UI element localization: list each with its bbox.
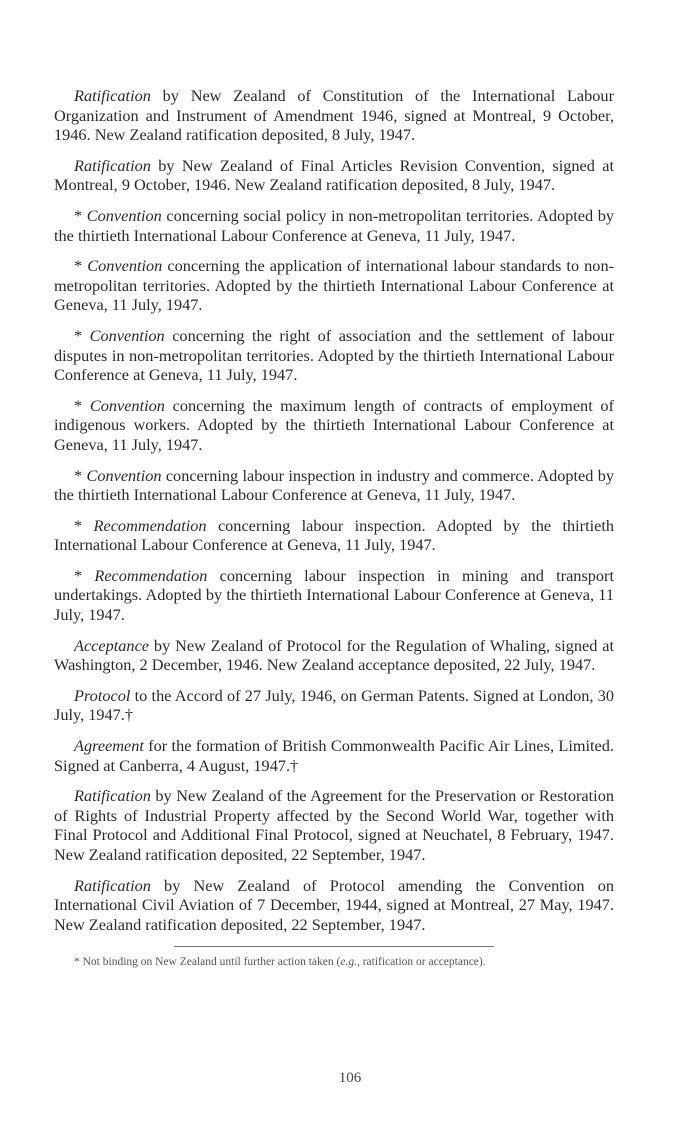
asterisk-marker: *: [74, 205, 87, 225]
entry-lead: Protocol: [74, 685, 131, 705]
entry-7: [54, 466, 614, 505]
entry-1: [54, 86, 614, 145]
entry-2: [54, 156, 614, 195]
entry-6: [54, 396, 614, 455]
footnote: * Not binding on New Zealand until further action taken (e.g., ratification or acceptance).: [74, 956, 486, 969]
asterisk-marker: *: [74, 515, 94, 535]
entry-text: for the formation of British Commonwealth Pacific Air Lines, Limited. Signed at Canberra, 4 August, 1947.†: [54, 736, 614, 775]
entry-10: [54, 636, 614, 675]
entry-lead: Convention: [86, 205, 162, 225]
entry-lead: Convention: [89, 395, 165, 415]
asterisk-marker: *: [74, 395, 90, 415]
entry-12: [54, 736, 614, 775]
entry-lead: Recommendation: [94, 565, 208, 585]
entry-text: by New Zealand of Protocol amending the Convention on International Civil Aviation of 7 December, 1944, signed at Montreal, 27 May, 1947. New Zealand ratification deposited, 22 September, 1947.: [54, 875, 614, 934]
entry-5: [54, 326, 614, 385]
entry-lead: Ratification: [74, 86, 151, 105]
asterisk-marker: *: [74, 256, 88, 276]
entry-text: concerning labour inspection in mining and transport undertakings. Adopted by the thirtieth International Labour Conference at Geneva, 11 July, 1947.: [54, 565, 615, 625]
entry-text: by New Zealand of Protocol for the Regulation of Whaling, signed at Washington, 2 December, 1946. New Zealand acceptance deposited, 22 July, 1947.: [54, 635, 614, 675]
asterisk-marker: *: [74, 565, 95, 585]
entry-text: to the Accord of 27 July, 1946, on German Patents. Signed at London, 30 July, 1947.†: [54, 685, 614, 725]
entry-13: [54, 786, 614, 864]
asterisk-marker: *: [74, 465, 87, 485]
entry-lead: Convention: [87, 256, 163, 276]
entry-14: [54, 876, 614, 935]
entry-lead: Agreement: [74, 736, 144, 756]
entry-lead: Recommendation: [93, 515, 207, 535]
entry-text: concerning social policy in non-metropolitan territories. Adopted by the thirtieth International Labour Conference at Geneva, 11 July, 1947.: [54, 205, 614, 245]
entry-text: concerning the right of association and the settlement of labour disputes in non-metropolitan territories. Adopted by the thirtieth International Labour Conference at Geneva, 11 July, 1947.: [54, 325, 614, 385]
entry-text: concerning the application of international labour standards to non-metropolitan territories. Adopted by the thirtieth International Labour Conference at Geneva, 11 July, 1947.: [54, 256, 615, 315]
entry-8: [54, 516, 614, 555]
footnote-divider: [174, 946, 494, 947]
entry-4: [54, 256, 614, 315]
entry-text: by New Zealand of Final Articles Revision Convention, signed at Montreal, 9 October, 1946. New Zealand ratification deposited, 8 July, 1947.: [54, 155, 614, 195]
entry-text: concerning the maximum length of contracts of employment of indigenous workers. Adopted by the thirtieth International Labour Conference at Geneva, 11 July, 1947.: [54, 395, 614, 454]
document-page: [54, 86, 614, 969]
entry-lead: Ratification: [74, 875, 151, 895]
entry-text: concerning labour inspection in industry and commerce. Adopted by the thirtieth International Labour Conference at Geneva, 11 July, 1947.: [54, 465, 614, 505]
entry-11: [54, 686, 614, 725]
entry-lead: Ratification: [74, 155, 151, 175]
entry-lead: Convention: [86, 465, 162, 485]
entry-text: by New Zealand of Constitution of the International Labour Organization and Instrument of Amendment 1946, signed at Montreal, 9 October, 1946. New Zealand ratification deposited, 8 July, 1947.: [54, 86, 614, 145]
entry-9: [54, 566, 614, 625]
asterisk-marker: *: [74, 325, 90, 345]
entry-lead: Acceptance: [74, 635, 150, 655]
page-number: 106: [338, 1070, 362, 1086]
entry-text: by New Zealand of the Agreement for the Preservation or Restoration of Rights of Industrial Property affected by the Second World War, together with Final Protocol and Additional Final Protocol, signed at Neuchatel, 8 February, 1947. New Zealand ratification deposited, 22 September, 1947.: [54, 786, 614, 864]
entry-lead: Convention: [89, 325, 165, 345]
entry-lead: Ratification: [74, 786, 151, 806]
entry-text: concerning labour inspection. Adopted by the thirtieth International Labour Conference at Geneva, 11 July, 1947.: [54, 515, 615, 555]
entry-3: [54, 206, 614, 245]
